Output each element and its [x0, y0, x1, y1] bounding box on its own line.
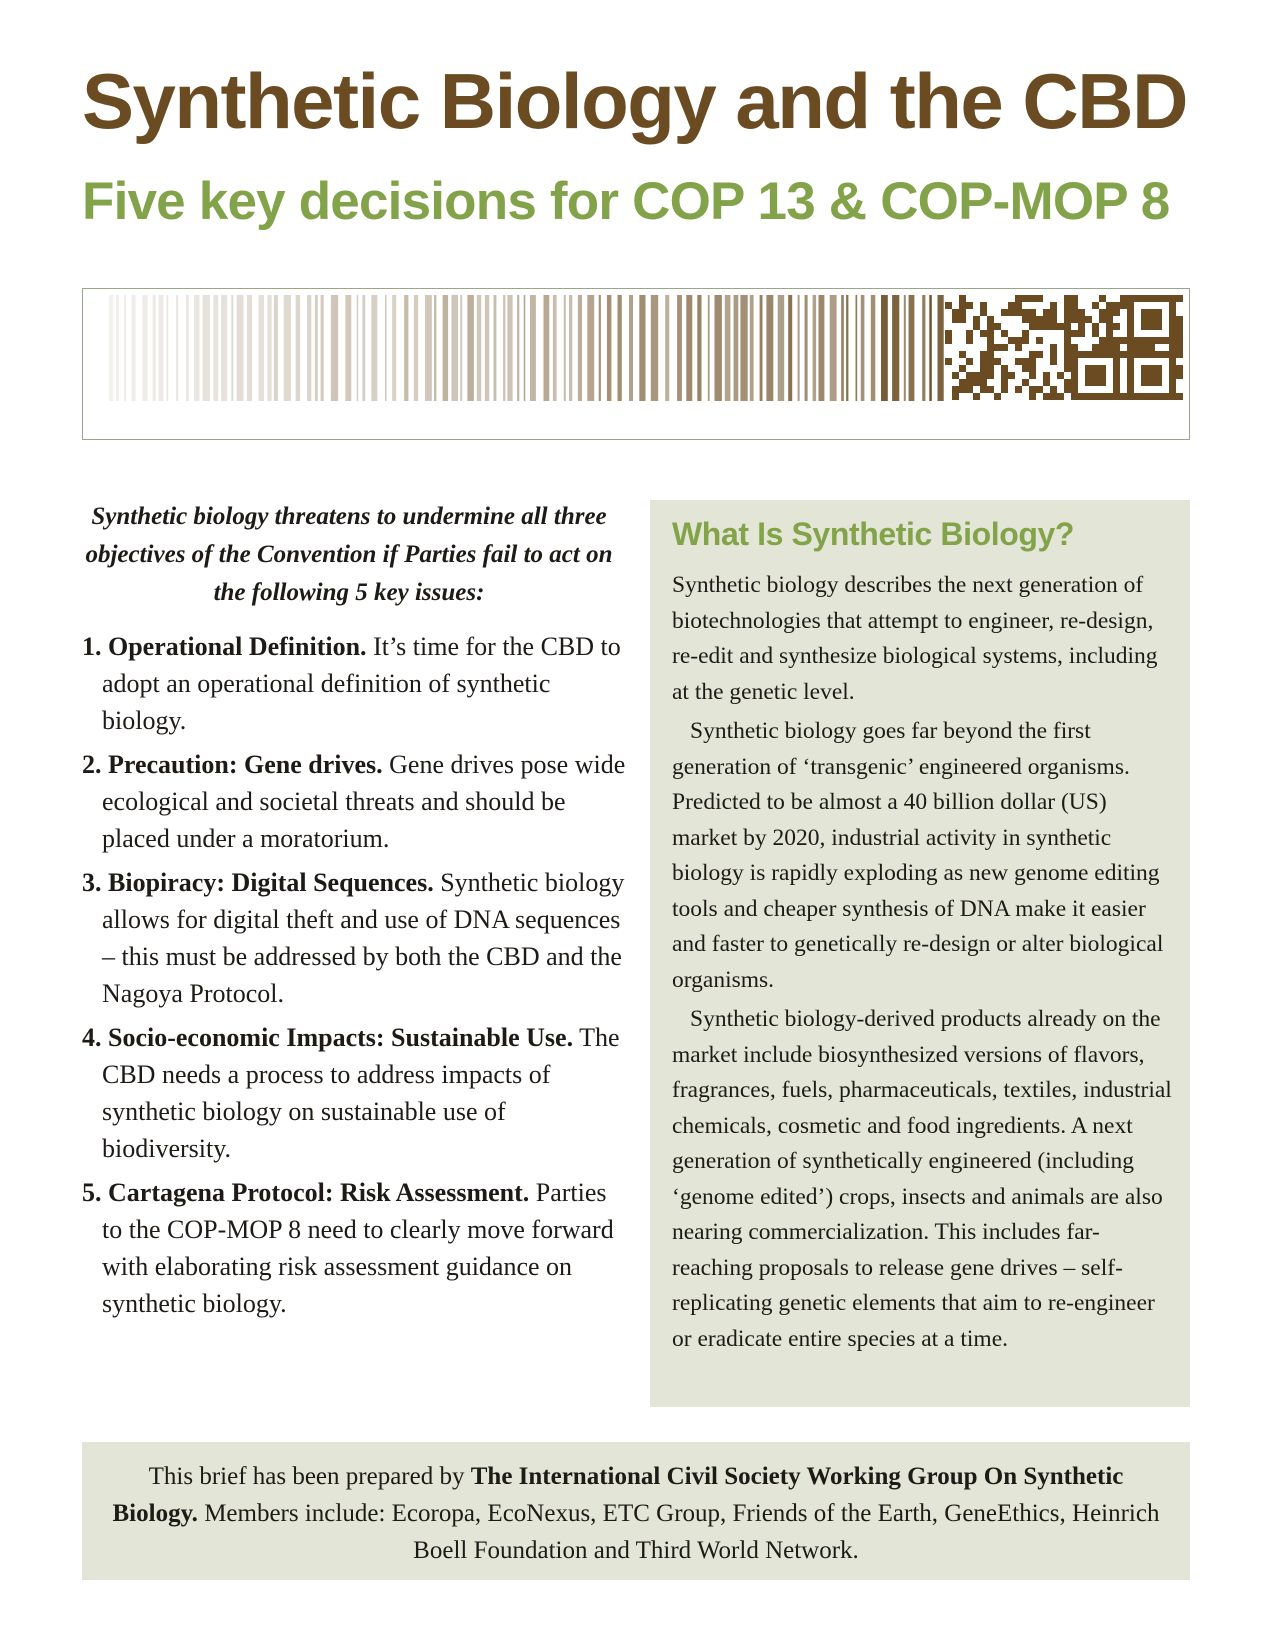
sidebar-paragraph: Synthetic biology goes far beyond the first generation of ‘transgenic’ engineered organisms. Predicted to be almost a 40 billion dollar (US) market by 2020, industrial activity in synthetic biology is rapidly exploding as new genome editing tools and cheaper synthesis of DNA make it easier and faster to genetically re-design or alter biological organisms.: [672, 718, 1164, 993]
footer-credits: [82, 1442, 1190, 1580]
page-title: Synthetic Biology and the CBD: [82, 57, 1187, 145]
issue-item: [82, 746, 627, 857]
issue-text: The CBD needs a process to address impacts of synthetic biology on sustainable use of biodiversity.: [102, 1023, 620, 1163]
issue-item: [82, 628, 627, 739]
barcode-graphic: [83, 289, 1188, 438]
barcode-bars: [109, 295, 944, 401]
intro-statement: Synthetic biology threatens to undermine all three objectives of the Convention if Parties fail to act on the following 5 key issues:: [85, 503, 613, 606]
what-is-synbio-sidebar: [650, 500, 1190, 1407]
sidebar-paragraph: Synthetic biology describes the next generation of biotechnologies that attempt to engineer, re-design, re-edit and synthesize biological systems, including at the genetic level.: [672, 572, 1158, 705]
issue-heading: 5. Cartagena Protocol: Risk Assessment.: [82, 1178, 530, 1207]
issue-heading: 4. Socio-economic Impacts: Sustainable Use.: [82, 1023, 574, 1052]
dna-barcode-banner: [82, 288, 1190, 440]
sidebar-paragraph: Synthetic biology-derived products already on the market include biosynthesized versions of flavors, fragrances, fuels, pharmaceuticals, textiles, industrial chemicals, cosmetic and food ingredients. A next generation of synthetically engineered (including ‘genome edited’) crops, insects and animals are also nearing commercialization. This includes far-reaching proposals to release gene drives – self-replicating genetic elements that aim to re-engineer or eradicate entire species at a time.: [672, 1006, 1172, 1352]
issue-heading: 3. Biopiracy: Digital Sequences.: [82, 868, 434, 897]
issue-item: [82, 1019, 627, 1167]
qr-code-graphic: [945, 295, 1183, 400]
issue-text: Synthetic biology allows for digital theft and use of DNA sequences – this must be addressed by both the CBD and the Nagoya Protocol.: [102, 868, 625, 1008]
footer-members: Members include: Ecoropa, EcoNexus, ETC Group, Friends of the Earth, GeneEthics, Heinrich Boell Foundation and Third World Network.: [197, 1500, 1160, 1564]
page-subtitle: Five key decisions for COP 13 & COP-MOP 8: [82, 172, 1170, 231]
footer-prefix: This brief has been prepared by: [148, 1463, 471, 1490]
sidebar-title: What Is Synthetic Biology?: [672, 516, 1075, 552]
footer-organization: The International Civil Society Working Group On Synthetic Biology.: [112, 1463, 1124, 1527]
issue-text: Parties to the COP-MOP 8 need to clearly move forward with elaborating risk assessment guidance on synthetic biology.: [102, 1178, 614, 1318]
key-issues-list: [82, 628, 627, 1329]
issue-item: [82, 864, 627, 1012]
issue-text: Gene drives pose wide ecological and societal threats and should be placed under a moratorium.: [102, 750, 626, 853]
issue-item: [82, 1174, 627, 1322]
issue-text: It’s time for the CBD to adopt an operational definition of synthetic biology.: [102, 632, 621, 735]
issue-heading: 2. Precaution: Gene drives.: [82, 750, 383, 779]
issue-heading: 1. Operational Definition.: [82, 632, 367, 661]
